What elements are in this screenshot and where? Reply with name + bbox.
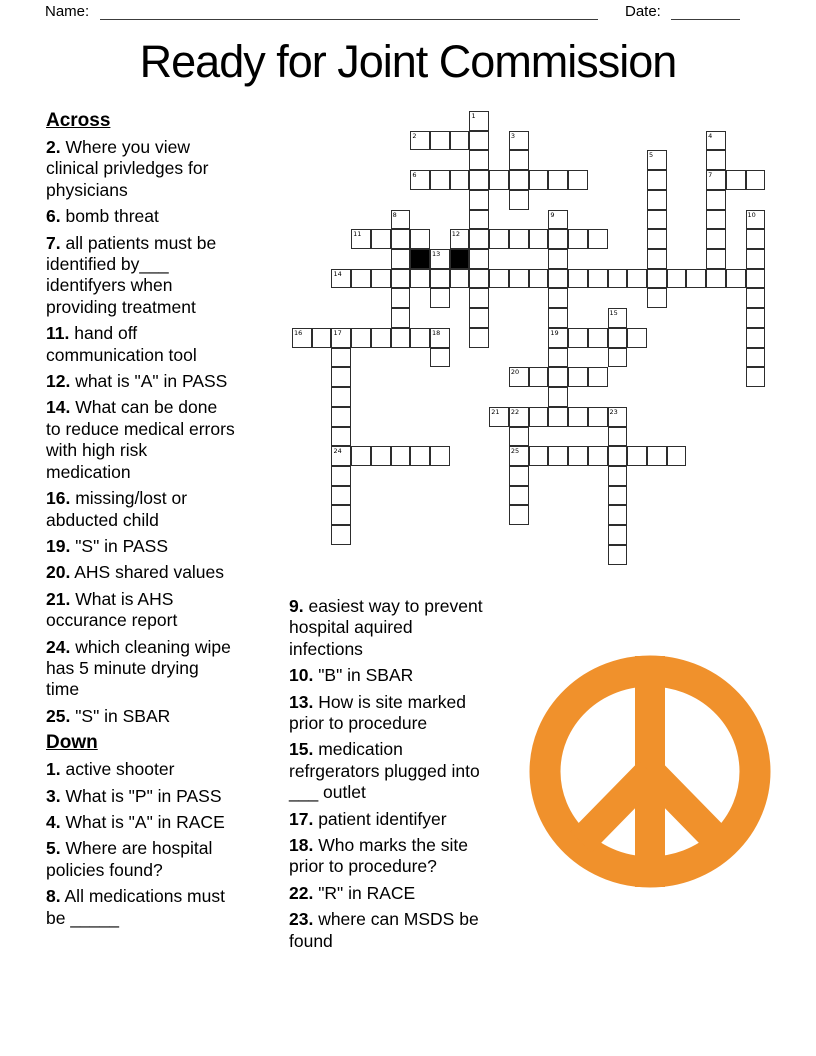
- clue-number: 5.: [46, 838, 61, 859]
- clue-across-19: [46, 536, 236, 557]
- clue-text: Who marks the site prior to procedure?: [289, 835, 468, 877]
- cell-number: 4: [708, 131, 713, 140]
- cell-number: 18: [432, 328, 441, 337]
- grid-cell: [529, 407, 549, 427]
- grid-cell: [469, 229, 489, 249]
- grid-cell: [608, 505, 628, 525]
- clue-text: What is "A" in RACE: [60, 811, 225, 832]
- grid-cell: [331, 427, 351, 447]
- clue-number: 16.: [46, 488, 71, 509]
- grid-cell: [331, 387, 351, 407]
- grid-cell: [568, 229, 588, 249]
- grid-cell: [706, 170, 726, 190]
- clue-down-4: [46, 812, 236, 833]
- grid-cell: [469, 308, 489, 328]
- clue-number: 15.: [289, 739, 314, 760]
- grid-cell: [568, 367, 588, 387]
- grid-cell: [746, 229, 766, 249]
- grid-cell: [469, 150, 489, 170]
- grid-cell: [410, 170, 430, 190]
- clue-across-24: [46, 637, 236, 701]
- clue-across-11: [46, 323, 236, 366]
- grid-cell: [410, 229, 430, 249]
- grid-cell: [469, 131, 489, 151]
- grid-cell: [746, 328, 766, 348]
- grid-cell: [608, 348, 628, 368]
- clue-number: 11.: [46, 323, 70, 344]
- grid-cell: [548, 269, 568, 289]
- grid-cell: [331, 486, 351, 506]
- cell-number: 1: [471, 112, 476, 120]
- grid-cell: [391, 446, 411, 466]
- grid-cell: [391, 308, 411, 328]
- grid-cell: [608, 525, 628, 545]
- grid-cell: [568, 328, 588, 348]
- grid-cell: [667, 446, 687, 466]
- grid-cell: [351, 269, 371, 289]
- grid-cell: [706, 150, 726, 170]
- grid-cell: [430, 170, 450, 190]
- clue-down-13: [289, 692, 489, 735]
- clue-across-2: [46, 137, 236, 201]
- grid-cell: [529, 170, 549, 190]
- grid-cell: [706, 190, 726, 210]
- grid-cell: [627, 269, 647, 289]
- clue-text: AHS shared values: [70, 562, 225, 583]
- clue-down-5: [46, 838, 236, 881]
- clue-text: where can MSDS be found: [289, 909, 479, 951]
- clue-down-18: [289, 835, 489, 878]
- cell-number: 14: [333, 269, 342, 278]
- grid-cell: [568, 269, 588, 289]
- grid-cell: [489, 229, 509, 249]
- grid-cell: [391, 328, 411, 348]
- grid-cell: [548, 210, 568, 230]
- grid-cell: [647, 446, 667, 466]
- clue-number: 1.: [46, 759, 61, 780]
- grid-cell: [608, 328, 628, 348]
- clue-number: 4.: [46, 811, 61, 832]
- grid-cell: [647, 249, 667, 269]
- cell-number: 21: [491, 407, 500, 416]
- grid-cell: [509, 229, 529, 249]
- cell-number: 10: [747, 210, 756, 219]
- grid-cell: [529, 269, 549, 289]
- clue-number: 2.: [46, 137, 61, 157]
- cell-number: 11: [353, 230, 362, 239]
- clue-text: What is "P" in PASS: [60, 785, 222, 806]
- grid-cell: [588, 328, 608, 348]
- grid-cell: [371, 328, 391, 348]
- clue-across-21: [46, 589, 236, 632]
- cell-number: 2: [412, 131, 417, 140]
- down-clues-left: [46, 759, 236, 929]
- grid-cell: [469, 269, 489, 289]
- clue-number: 14.: [46, 397, 71, 418]
- grid-cell: [410, 269, 430, 289]
- grid-cell: [608, 427, 628, 447]
- grid-cell: [469, 328, 489, 348]
- grid-cell: [509, 131, 529, 151]
- name-underline: [100, 19, 598, 20]
- clue-text: "S" in SBAR: [70, 705, 171, 726]
- clue-text: missing/lost or abducted child: [46, 488, 188, 530]
- grid-cell: [489, 170, 509, 190]
- down-heading: Down: [46, 732, 98, 754]
- grid-cell: [351, 328, 371, 348]
- grid-cell: [469, 170, 489, 190]
- grid-cell: [746, 367, 766, 387]
- grid-cell-black: [450, 249, 470, 269]
- grid-cell: [706, 269, 726, 289]
- grid-cell: [410, 328, 430, 348]
- clue-across-16: [46, 488, 236, 531]
- clue-text: bomb threat: [60, 206, 159, 227]
- grid-cell: [391, 210, 411, 230]
- grid-cell: [746, 308, 766, 328]
- grid-cell: [647, 170, 667, 190]
- grid-cell: [706, 249, 726, 269]
- grid-cell: [647, 210, 667, 230]
- grid-cell: [746, 249, 766, 269]
- grid-cell: [509, 269, 529, 289]
- cell-number: 16: [294, 328, 303, 337]
- clue-across-7: [46, 233, 236, 319]
- grid-cell: [647, 288, 667, 308]
- clue-across-12: [46, 371, 236, 392]
- grid-cell: [331, 525, 351, 545]
- name-label: Name:: [45, 3, 90, 20]
- grid-cell: [450, 170, 470, 190]
- clue-text: which cleaning wipe has 5 minute drying time: [46, 636, 231, 700]
- clue-column-right: [289, 596, 489, 957]
- grid-cell: [292, 328, 312, 348]
- clue-number: 12.: [46, 371, 71, 392]
- grid-cell: [509, 407, 529, 427]
- grid-cell: [726, 170, 746, 190]
- clue-across-6: [46, 206, 236, 227]
- clue-across-25: [46, 706, 236, 727]
- grid-cell: [331, 348, 351, 368]
- grid-cell: [588, 407, 608, 427]
- clue-number: 24.: [46, 636, 71, 657]
- grid-cell: [548, 367, 568, 387]
- clue-text: hand off communication tool: [46, 323, 197, 365]
- grid-cell: [548, 249, 568, 269]
- grid-cell: [548, 308, 568, 328]
- grid-cell: [588, 367, 608, 387]
- clue-number: 22.: [289, 882, 314, 903]
- grid-cell: [331, 505, 351, 525]
- grid-cell: [469, 249, 489, 269]
- grid-cell: [746, 210, 766, 230]
- grid-cell: [331, 269, 351, 289]
- grid-cell: [568, 407, 588, 427]
- grid-cell: [331, 407, 351, 427]
- clue-number: 8.: [46, 886, 61, 907]
- grid-cell: [371, 269, 391, 289]
- clue-down-22: [289, 883, 489, 904]
- grid-cell: [469, 210, 489, 230]
- clue-down-3: [46, 786, 236, 807]
- clue-across-20: [46, 562, 236, 583]
- clue-number: 23.: [289, 909, 314, 930]
- clue-number: 6.: [46, 206, 61, 227]
- grid-cell: [391, 288, 411, 308]
- grid-cell: [371, 446, 391, 466]
- cell-number: 25: [510, 447, 520, 456]
- clue-down-1: [46, 759, 236, 780]
- grid-cell: [667, 269, 687, 289]
- cell-number: 23: [609, 407, 618, 416]
- grid-cell: [391, 269, 411, 289]
- grid-cell: [608, 308, 628, 328]
- cell-number: 7: [708, 171, 713, 180]
- clue-down-8: [46, 886, 236, 929]
- grid-cell: [706, 210, 726, 230]
- clue-text: easiest way to prevent hospital aquired infections: [289, 596, 483, 659]
- cell-number: 3: [510, 131, 516, 140]
- grid-cell: [509, 486, 529, 506]
- grid-cell: [647, 269, 667, 289]
- grid-cell: [588, 446, 608, 466]
- grid-cell: [647, 190, 667, 210]
- clue-number: 18.: [289, 835, 314, 856]
- grid-cell: [450, 229, 470, 249]
- grid-cell: [608, 446, 628, 466]
- grid-cell: [430, 249, 450, 269]
- grid-cell: [430, 131, 450, 151]
- grid-cell: [568, 446, 588, 466]
- clue-text: What can be done to reduce medical errors with high risk medication: [46, 397, 235, 482]
- grid-cell: [410, 131, 430, 151]
- clue-text: patient identifyer: [313, 808, 447, 829]
- grid-cell: [430, 446, 450, 466]
- clue-number: 20.: [46, 562, 71, 583]
- grid-cell: [509, 170, 529, 190]
- grid-cell: [548, 407, 568, 427]
- grid-cell: [351, 446, 371, 466]
- cell-number: 15: [609, 309, 618, 318]
- clue-down-15: [289, 739, 489, 803]
- grid-cell: [410, 446, 430, 466]
- grid-cell: [371, 229, 391, 249]
- grid-cell: [312, 328, 332, 348]
- grid-cell: [627, 328, 647, 348]
- grid-cell: [430, 288, 450, 308]
- clue-number: 9.: [289, 596, 304, 616]
- peace-sign-icon: [529, 655, 771, 888]
- grid-cell: [509, 466, 529, 486]
- clue-text: active shooter: [60, 759, 175, 780]
- clue-number: 17.: [289, 808, 314, 829]
- grid-cell: [706, 229, 726, 249]
- grid-cell: [588, 269, 608, 289]
- grid-cell: [391, 249, 411, 269]
- grid-cell: [686, 269, 706, 289]
- grid-cell: [548, 229, 568, 249]
- cell-number: 20: [510, 368, 520, 377]
- cell-number: 19: [550, 328, 559, 337]
- grid-cell: [509, 150, 529, 170]
- clue-number: 10.: [289, 665, 314, 686]
- grid-cell: [548, 348, 568, 368]
- clue-number: 3.: [46, 785, 61, 806]
- grid-cell: [608, 269, 628, 289]
- cell-number: 5: [648, 151, 654, 160]
- grid-cell: [509, 446, 529, 466]
- grid-cell: [529, 229, 549, 249]
- grid-cell: [548, 328, 568, 348]
- grid-cell: [331, 446, 351, 466]
- clue-text: What is AHS occurance report: [46, 588, 178, 631]
- grid-cell: [469, 111, 489, 131]
- grid-cell: [548, 387, 568, 407]
- grid-cell: [351, 229, 371, 249]
- grid-cell: [608, 407, 628, 427]
- grid-cell: [746, 170, 766, 190]
- grid-cell: [608, 466, 628, 486]
- cell-number: 13: [432, 250, 441, 259]
- clue-number: 7.: [46, 232, 61, 253]
- grid-cell: [529, 446, 549, 466]
- grid-cell: [529, 367, 549, 387]
- clue-text: what is "A" in PASS: [70, 371, 228, 392]
- grid-cell: [430, 348, 450, 368]
- grid-cell: [331, 466, 351, 486]
- grid-cell: [647, 150, 667, 170]
- cell-number: 22: [510, 407, 520, 416]
- grid-cell: [608, 486, 628, 506]
- clue-text: "S" in PASS: [70, 535, 169, 556]
- grid-cell: [608, 545, 628, 565]
- grid-cell: [450, 131, 470, 151]
- clue-down-10: [289, 665, 489, 686]
- grid-cell: [588, 229, 608, 249]
- grid-cell: [746, 348, 766, 368]
- grid-cell: [450, 269, 470, 289]
- across-heading: Across: [46, 110, 111, 131]
- page-title: Ready for Joint Commission: [139, 36, 677, 87]
- clue-number: 19.: [46, 535, 71, 556]
- grid-cell: [746, 269, 766, 289]
- cell-number: 6: [412, 171, 417, 180]
- across-clues: [46, 137, 236, 727]
- clue-text: How is site marked prior to procedure: [289, 691, 467, 734]
- grid-cell: [568, 170, 588, 190]
- clue-number: 13.: [289, 691, 314, 712]
- clue-down-17: [289, 809, 489, 830]
- grid-cell: [548, 446, 568, 466]
- grid-cell: [489, 407, 509, 427]
- grid-cell: [548, 170, 568, 190]
- grid-cell: [509, 505, 529, 525]
- cell-number: 9: [550, 210, 555, 219]
- grid-cell: [706, 131, 726, 151]
- grid-cell: [548, 288, 568, 308]
- grid-cell: [331, 328, 351, 348]
- clue-text: "R" in RACE: [313, 882, 416, 903]
- clue-across-14: [46, 397, 236, 483]
- clue-text: "B" in SBAR: [313, 665, 414, 686]
- clue-down-9: [289, 596, 489, 660]
- cell-number: 12: [451, 230, 461, 239]
- clue-number: 21.: [46, 588, 71, 609]
- grid-cell: [746, 288, 766, 308]
- grid-cell: [430, 269, 450, 289]
- cell-number: 8: [392, 210, 397, 219]
- clue-down-23: [289, 909, 489, 952]
- grid-cell: [509, 427, 529, 447]
- date-underline: [671, 19, 740, 20]
- clue-text: medication refrgerators plugged into ___ outlet: [289, 739, 480, 803]
- cell-number: 17: [333, 328, 342, 337]
- grid-cell: [509, 367, 529, 387]
- date-label: Date:: [625, 3, 661, 20]
- grid-cell: [430, 328, 450, 348]
- clue-text: all patients must be identified by___ identifyers when providing treatment: [46, 232, 217, 317]
- clue-number: 25.: [46, 705, 71, 726]
- clue-text: Where you view clinical privledges for physicians: [46, 137, 209, 200]
- grid-cell: [726, 269, 746, 289]
- grid-cell: [391, 229, 411, 249]
- grid-cell: [469, 288, 489, 308]
- clue-text: All medications must be _____: [46, 886, 225, 928]
- grid-cell: [469, 190, 489, 210]
- down-clues-right: [289, 596, 489, 952]
- grid-cell: [509, 190, 529, 210]
- clue-text: Where are hospital policies found?: [46, 838, 213, 880]
- clue-column-left: [46, 110, 236, 934]
- cell-number: 24: [333, 447, 342, 456]
- grid-cell-black: [410, 249, 430, 269]
- grid-cell: [647, 229, 667, 249]
- grid-cell: [627, 446, 647, 466]
- grid-cell: [331, 367, 351, 387]
- grid-cell: [489, 269, 509, 289]
